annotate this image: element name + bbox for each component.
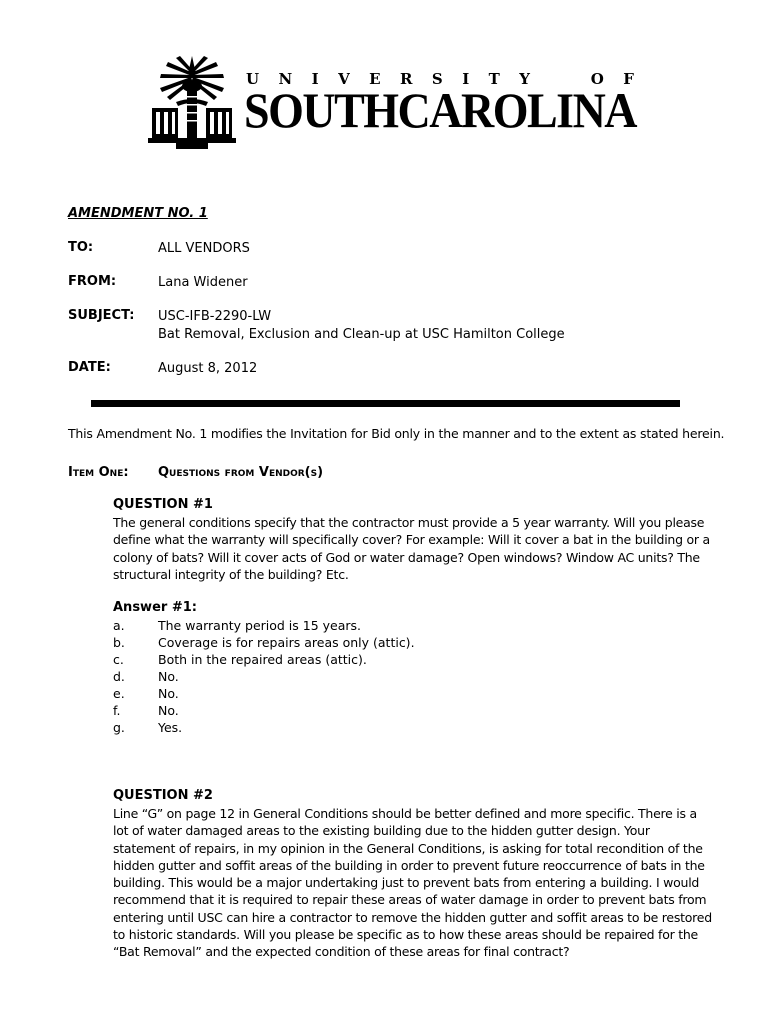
answer-letter: g.: [113, 720, 125, 735]
date-label: DATE:: [68, 360, 111, 375]
question-2-text: Line “G” on page 12 in General Conditions should be better defined and more specific. There is a lot of water damaged areas to the existing building due to the hidden gutter design. Your statement of repairs, in my opinion in the General Conditions, is asking for total recondition of the hidden gutter and soffit areas of the building in order to prevent future reoccurrence of bats in the building. This would be a major undertaking just to prevent bats from entering a building. I would recommend that it is required to repair these areas of water damage in order to prevent bats from entering until USC can hire a contractor to remove the hidden gutter and soffit areas to be restored to historic standards. Will you please be specific as to how these areas should be repaired for the “Bat Removal” and the expected condition of these areas for final contract?: [113, 806, 712, 960]
logo-letter: O: [590, 70, 604, 88]
answer-letter: c.: [113, 652, 124, 667]
logo-letter: Y: [519, 70, 530, 88]
intro-text: This Amendment No. 1 modifies the Invitation for Bid only in the manner and to the extent as stated herein.: [68, 426, 725, 441]
answer-text: Yes.: [158, 720, 183, 735]
logo-letter: F: [623, 70, 634, 88]
item-one-title: Questions from Vendor(s): [158, 465, 324, 480]
from-value: Lana Widener: [158, 275, 248, 290]
answer-letter: b.: [113, 635, 125, 650]
answer-text: No.: [158, 703, 179, 718]
logo-letter: R: [400, 70, 413, 88]
answer-letter: f.: [113, 703, 121, 718]
to-label: TO:: [68, 240, 94, 255]
answer-1-title: Answer #1:: [113, 600, 197, 615]
question-2-title: QUESTION #2: [113, 788, 213, 803]
palmetto-tree-emblem-icon: [146, 52, 238, 152]
from-label: FROM:: [68, 274, 117, 289]
subject-label: SUBJECT:: [68, 308, 135, 323]
answer-text: The warranty period is 15 years.: [158, 618, 362, 633]
logo-letter: N: [278, 70, 293, 88]
amendment-title: AMENDMENT NO. 1: [68, 206, 208, 221]
subject-line-1: USC-IFB-2290-LW: [158, 309, 272, 324]
logo-letter: I: [462, 70, 470, 88]
answer-text: Both in the repaired areas (attic).: [158, 652, 367, 667]
answer-text: Coverage is for repairs areas only (attic).: [158, 635, 415, 650]
question-1-text: The general conditions specify that the contractor must provide a 5 year warranty. Will you please define what the warranty will specifically cover? For example: Will it cover a bat in the building or a colony of bats? Will it cover acts of God or water damage? Open windows? Window AC units? The structural integrity of the building? Etc.: [113, 515, 710, 582]
answer-text: No.: [158, 669, 179, 684]
logo-letter: U: [246, 70, 260, 88]
logo-letter: T: [488, 70, 500, 88]
to-value: ALL VENDORS: [158, 241, 250, 256]
logo-letter: V: [338, 70, 350, 88]
logo-letter: I: [311, 70, 319, 88]
answer-letter: e.: [113, 686, 125, 701]
date-value: August 8, 2012: [158, 361, 258, 376]
subject-line-2: Bat Removal, Exclusion and Clean-up at USC Hamilton College: [158, 327, 565, 342]
logo-letter: E: [369, 70, 381, 88]
logo-south-carolina: SOUTHCAROLINA: [244, 82, 637, 138]
answer-letter: a.: [113, 618, 125, 633]
item-one-label: Item One:: [68, 465, 129, 480]
answer-text: No.: [158, 686, 179, 701]
question-1-title: QUESTION #1: [113, 497, 213, 512]
logo-letter: S: [431, 70, 443, 88]
answer-letter: d.: [113, 669, 125, 684]
header-divider: [91, 400, 680, 407]
